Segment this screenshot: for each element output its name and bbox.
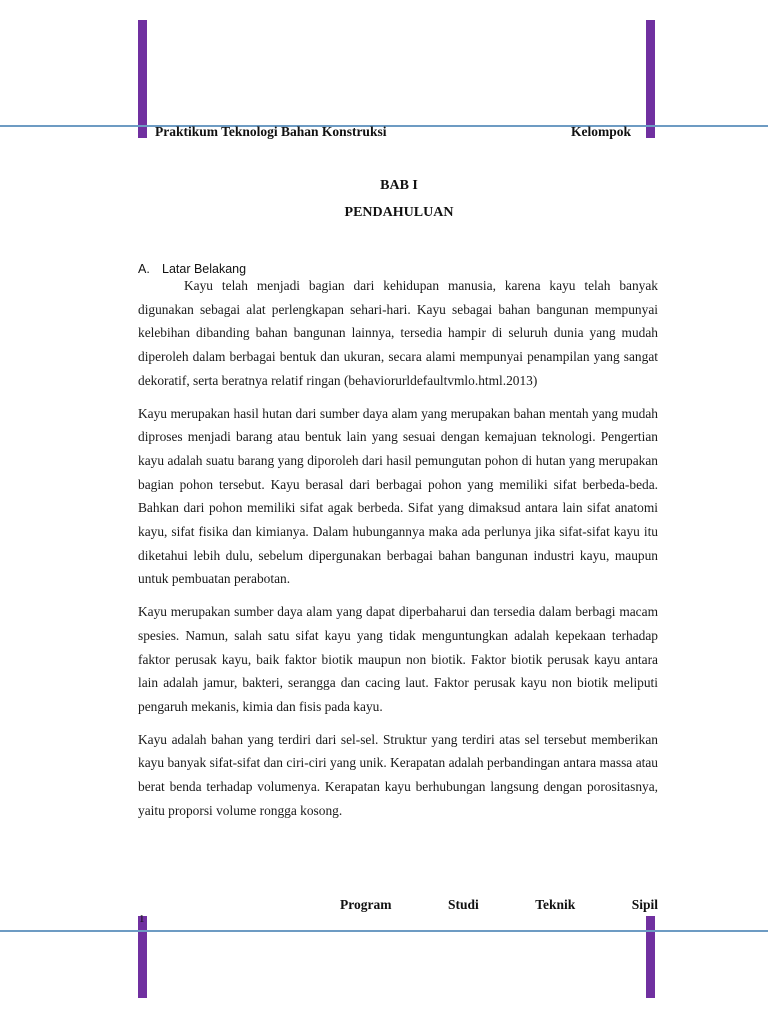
chapter-title: PENDAHULUAN <box>344 205 454 220</box>
footer-program-title <box>340 897 658 913</box>
chapter-number: BAB I <box>380 178 418 193</box>
header-group-label: Kelompok <box>571 124 632 139</box>
body-text <box>138 274 658 831</box>
footer-rule-line <box>0 930 768 932</box>
footer-word: Program <box>340 897 392 912</box>
top-right-purple-bar <box>646 20 655 138</box>
section-letter: A. <box>138 262 150 276</box>
section-title: Latar Belakang <box>162 262 247 276</box>
footer-word: Studi <box>447 897 479 912</box>
bottom-left-purple-bar <box>138 916 147 998</box>
footer-word: Teknik <box>535 897 576 912</box>
header-course-title: Praktikum Teknologi Bahan Konstruksi <box>155 124 387 139</box>
top-left-purple-bar <box>138 20 147 138</box>
paragraph: Kayu merupakan sumber daya alam yang dapat diperbaharui dan tersedia dalam berbagi macam spesies. Namun, salah satu sifat kayu yang tidak menguntungkan adalah kepekaan terhadap faktor perusak kayu, baik faktor biotik maupun non biotik. Faktor biotik perusak kayu antara lain adalah jamur, bakteri, serangga dan cacing laut. Faktor perusak kayu non biotik meliputi pengaruh mekanis, kimia dan fisis pada kayu. <box>138 604 658 714</box>
bottom-right-purple-bar <box>646 916 655 998</box>
paragraph: Kayu adalah bahan yang terdiri dari sel-sel. Struktur yang terdiri atas sel tersebut memberikan kayu banyak sifat-sifat dan ciri-ciri yang unik. Kerapatan adalah perbandingan antara massa atau berat benda terhadap volumenya. Kerapatan kayu berhubungan langsung dengan porositasnya, yaitu proporsi volume rongga kosong. <box>138 731 658 818</box>
page-number: 1 <box>139 913 145 925</box>
paragraph: Kayu telah menjadi bagian dari kehidupan manusia, karena kayu telah banyak digunakan sebagai alat perlengkapan sehari-hari. Kayu sebagai bahan bangunan mempunyai kelebihan dibanding bahan bangunan lainnya, tersedia hampir di seluruh dunia yang mudah diperoleh dalam berbagai bentuk dan ukuran, secara alami mempunyai penampilan yang sangat dekoratif, serta beratnya relatif ringan (behaviorurldefaultvmlo.html.2013) <box>138 278 658 388</box>
footer-word: Sipil <box>631 897 658 912</box>
paragraph: Kayu merupakan hasil hutan dari sumber daya alam yang merupakan bahan mentah yang mudah diproses menjadi barang atau bentuk lain yang sesuai dengan kemajuan teknologi. Pengertian kayu adalah suatu barang yang diporoleh dari hasil pemungutan pohon di hutan yang merupakan bagian pohon tersebut. Kayu berasal dari berbagai pohon yang memiliki sifat berbeda-beda. Bahkan dari pohon memiliki sifat agak berbeda. Sifat yang dimaksud antara lain sifat anatomi kayu, sifat fisika dan kimianya. Dalam hubungannya maka ada perlunya jika sifat-sifat kayu itu diketahui lebih dulu, sebelum dipergunakan berbagai bahan bangunan industri kayu, maupun untuk pembuatan perabotan. <box>138 405 658 587</box>
